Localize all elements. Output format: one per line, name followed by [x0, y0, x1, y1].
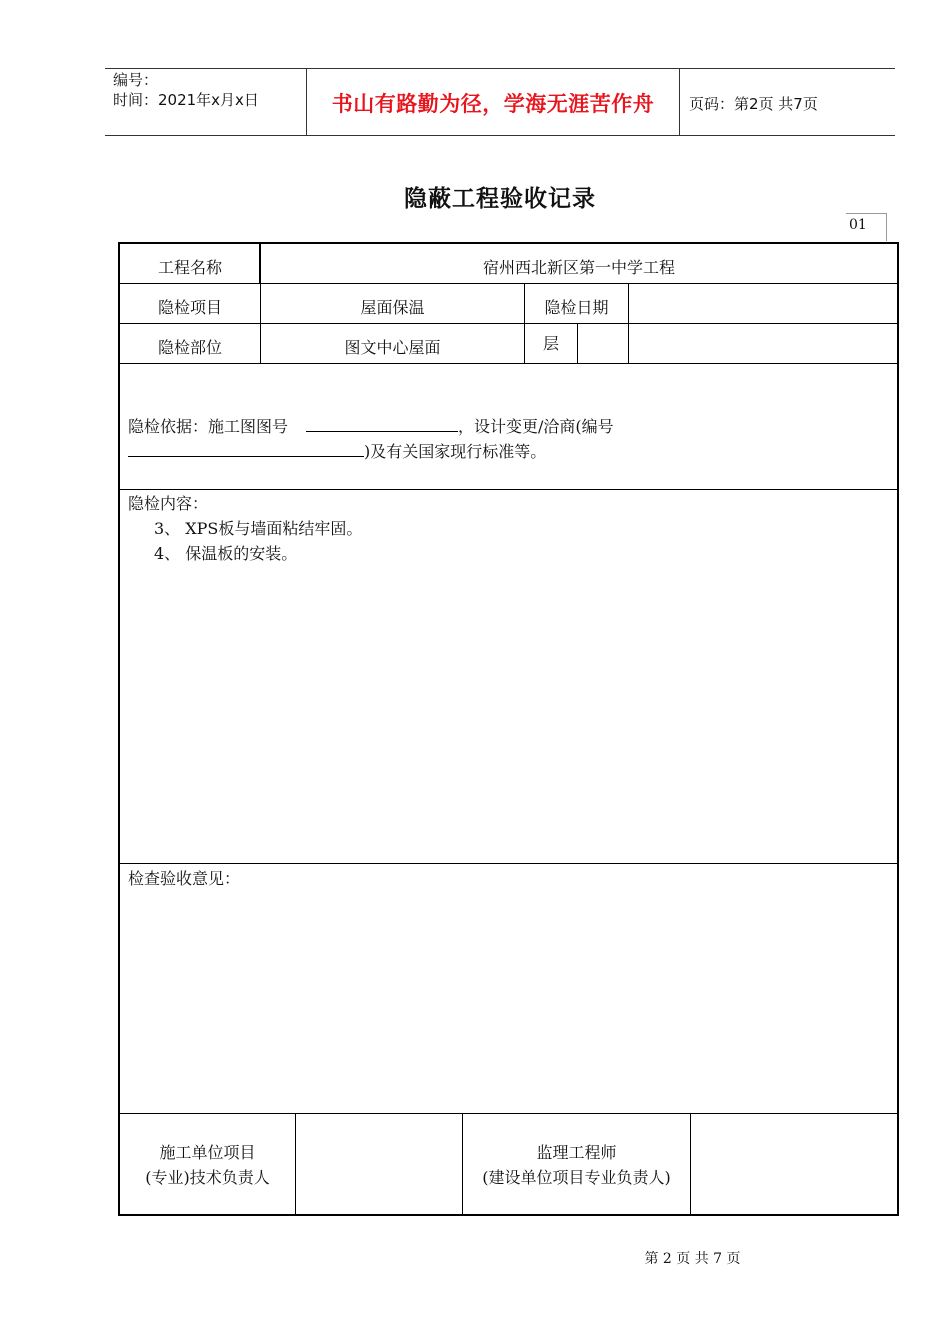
content-item: 3、 XPS板与墙面粘结牢固。 — [154, 519, 363, 538]
col-rule — [690, 1113, 691, 1214]
supervisor-signer-line1: 监理工程师 — [536, 1143, 617, 1162]
project-name-value: 宿州西北新区第一中学工程 — [482, 258, 675, 277]
col-rule — [577, 323, 578, 363]
record-table — [118, 242, 899, 1216]
change-number-blank — [128, 440, 364, 457]
contractor-signer-line2: (专业)技术负责人 — [145, 1168, 270, 1187]
col-rule — [628, 283, 629, 363]
number-label: 编号： — [113, 71, 159, 89]
time-label: 时间：2021年x月x日 — [113, 91, 259, 109]
project-name-label: 工程名称 — [157, 258, 222, 277]
contractor-signer-line1: 施工单位项目 — [159, 1143, 256, 1162]
row-rule — [120, 1113, 897, 1114]
supervisor-signer-label — [463, 1140, 690, 1190]
col-rule — [295, 1113, 296, 1214]
row-rule — [120, 363, 897, 364]
basis-text — [128, 414, 614, 464]
motto: 书山有路勤为径，学海无涯苦作舟 — [331, 91, 655, 116]
drawing-number-blank — [306, 415, 458, 432]
inspection-item-label: 隐检项目 — [157, 298, 222, 317]
row-rule — [120, 323, 897, 324]
contractor-signer-label — [120, 1140, 295, 1190]
page-footer: 第 2 页 共 7 页 — [644, 1251, 741, 1267]
floor-label: 层 — [543, 334, 560, 353]
supervisor-signer-line2: (建设单位项目专业负责人) — [482, 1168, 671, 1187]
header-meta — [113, 70, 259, 110]
header-top-rule — [105, 68, 895, 69]
header-bottom-rule — [105, 135, 895, 136]
basis-line2: )及有关国家现行标准等。 — [364, 442, 547, 461]
row-rule — [120, 283, 897, 284]
opinion-label: 检查验收意见： — [128, 869, 241, 888]
basis-line1-a: 隐检依据：施工图图号 — [128, 417, 289, 436]
inspection-location-label: 隐检部位 — [157, 338, 222, 357]
inspection-date-label: 隐检日期 — [544, 298, 609, 317]
form-code: 01 — [846, 213, 887, 241]
document-title: 隐蔽工程验收记录 — [404, 186, 596, 212]
row-rule — [120, 489, 897, 490]
content-label: 隐检内容： — [128, 494, 209, 513]
basis-line1-b: ，设计变更/洽商(编号 — [458, 417, 614, 436]
inspection-item-value: 屋面保温 — [360, 298, 425, 317]
content-item: 4、 保温板的安装。 — [154, 544, 298, 563]
header-page-info: 页码：第2页 共7页 — [689, 95, 818, 113]
inspection-location-value: 图文中心屋面 — [344, 338, 441, 357]
row-rule — [120, 863, 897, 864]
